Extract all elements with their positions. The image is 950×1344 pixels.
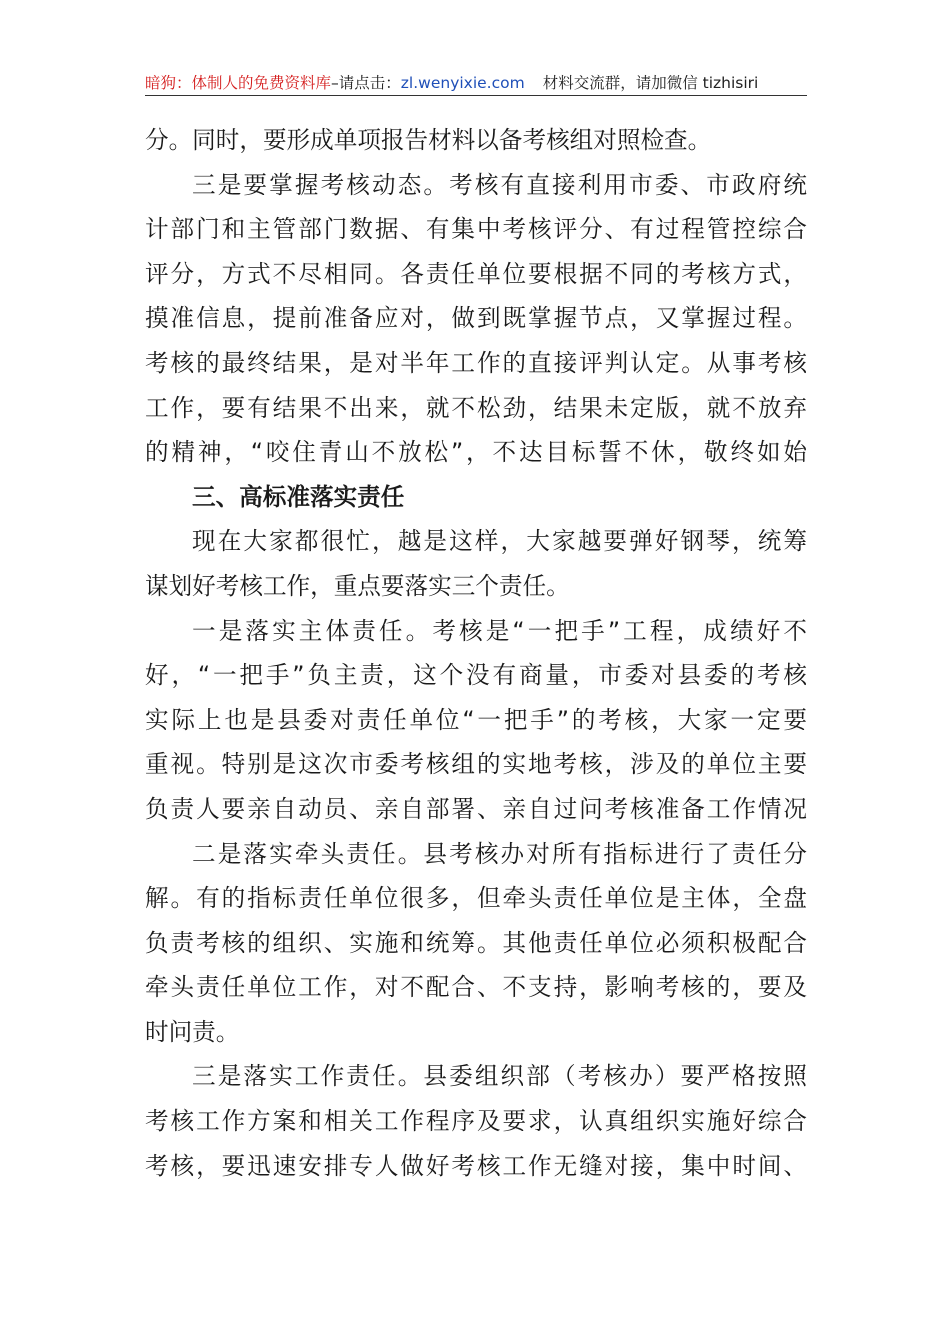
- text-line: 工作，要有结果不出来，就不松劲，结果未定版，就不放弃: [145, 393, 807, 422]
- document-body: [145, 118, 807, 1188]
- text-line: 一是落实主体责任。考核是“一把手”工程，成绩好不: [192, 616, 807, 645]
- text-line: 时问责。: [145, 1017, 240, 1046]
- header-brand: 暗狗：体制人的免费资料库: [145, 74, 332, 92]
- header-prompt: –请点击：: [331, 74, 401, 92]
- text-line: 考核，要迅速安排专人做好考核工作无缝对接，集中时间、: [145, 1151, 807, 1180]
- text-line: 考核的最终结果，是对半年工作的直接评判认定。从事考核: [145, 348, 807, 377]
- text-line: 重视。特别是这次市委考核组的实地考核，涉及的单位主要: [145, 750, 807, 779]
- text-line: 谋划好考核工作，重点要落实三个责任。: [145, 571, 570, 600]
- header-contact: 材料交流群，请加微信 tizhisiri: [542, 74, 759, 92]
- text-line: 计部门和主管部门数据、有集中考核评分、有过程管控综合: [145, 215, 807, 244]
- text-line: 实际上也是县委对责任单位“一把手”的考核，大家一定要: [145, 705, 807, 734]
- text-line: 负责考核的组织、实施和统筹。其他责任单位必须积极配合: [145, 928, 807, 957]
- text-line: 好，“一把手”负主责，这个没有商量，市委对县委的考核: [145, 661, 807, 690]
- text-line: 分。同时，要形成单项报告材料以备考核组对照检查。: [145, 126, 712, 154]
- text-line: 解。有的指标责任单位很多，但牵头责任单位是主体，全盘: [145, 884, 807, 913]
- text-line: 考核工作方案和相关工作程序及要求，认真组织实施好综合: [145, 1107, 807, 1136]
- text-line: 三是落实工作责任。县委组织部（考核办）要严格按照: [192, 1062, 807, 1091]
- text-line: 负责人要亲自动员、亲自部署、亲自过问考核准备工作情况: [145, 794, 807, 823]
- text-line: 的精神，“咬住青山不放松”，不达目标誓不休，敬终如始: [145, 438, 807, 467]
- section-heading: 三、高标准落实责任: [192, 482, 405, 511]
- text-line: 三是要掌握考核动态。考核有直接利用市委、市政府统: [192, 170, 807, 199]
- text-line: 摸准信息，提前准备应对，做到既掌握节点，又掌握过程。: [145, 304, 807, 333]
- text-line: 现在大家都很忙，越是这样，大家越要弹好钢琴，统筹: [192, 527, 807, 556]
- header-link[interactable]: zl.wenyixie.com: [400, 74, 525, 92]
- page-header: [145, 68, 807, 94]
- text-line: 牵头责任单位工作，对不配合、不支持，影响考核的，要及: [145, 973, 807, 1002]
- text-line: 二是落实牵头责任。县考核办对所有指标进行了责任分: [192, 839, 807, 868]
- text-line: 评分，方式不尽相同。各责任单位要根据不同的考核方式，: [145, 259, 807, 288]
- header-divider: [145, 95, 807, 96]
